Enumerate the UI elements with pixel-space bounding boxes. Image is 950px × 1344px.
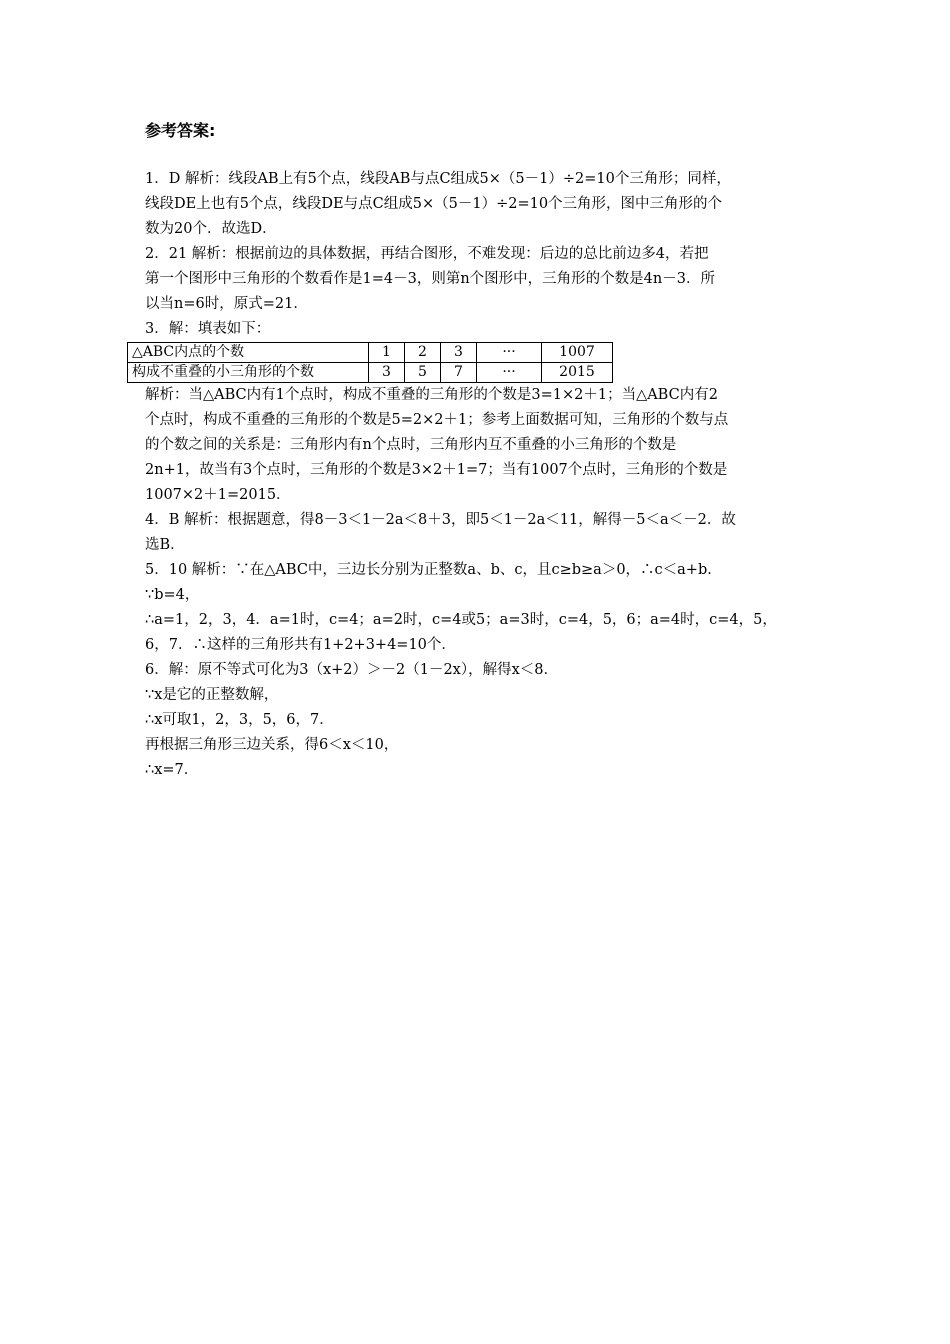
q6-line: ∴x可取1，2，3，5，6，7． <box>145 712 334 728</box>
table-cell: 7 <box>441 363 477 383</box>
q5-line: 6，7．∴这样的三角形共有1+2+3+4=10个． <box>145 637 456 653</box>
table-cell: 1007 <box>542 343 613 363</box>
q5-line: ∴a=1，2，3，4．a=1时，c=4；a=2时，c=4或5；a=3时，c=4，5，6；a=4时，c=4，5， <box>145 612 777 628</box>
table-cell: 3 <box>369 363 405 383</box>
q4-line: 4．B 解析：根据题意，得8－3＜1－2a＜8＋3，即5＜1－2a＜11，解得－5＜a＜－2．故 <box>145 512 736 528</box>
q1-line: 1．D 解析：线段AB上有5个点，线段AB与点C组成5×（5－1）÷2=10个三角形；同样， <box>145 171 731 187</box>
table-cell: 3 <box>441 343 477 363</box>
table-cell: ··· <box>477 363 542 383</box>
answer-page <box>132 118 810 783</box>
q6-line: 6．解：原不等式可化为3（x+2）＞－2（1－2x），解得x＜8． <box>145 662 559 678</box>
q2-line: 2．21 解析：根据前边的具体数据，再结合图形，不难发现：后边的总比前边多4，若把 <box>145 246 709 262</box>
q3-line: 解析：当△ABC内有1个点时，构成不重叠的三角形的个数是3=1×2＋1；当△ABC内有2 <box>145 387 718 403</box>
q6-line: 再根据三角形三边关系，得6＜x＜10， <box>145 737 399 753</box>
table-cell: 2 <box>405 343 441 363</box>
q5-line: 5．10 解析：∵在△ABC中，三边长分别为正整数a、b、c，且c≥b≥a＞0，∴c＜a+b． <box>145 562 722 578</box>
page-title: 参考答案: <box>145 121 216 140</box>
q6-line: ∴x=7． <box>145 762 199 778</box>
answer-table <box>127 342 613 383</box>
q1-line: 数为20个．故选D． <box>145 221 277 237</box>
q2-line: 第一个图形中三角形的个数看作是1=4－3，则第n个图形中，三角形的个数是4n－3．所 <box>145 271 715 287</box>
table-cell: 5 <box>405 363 441 383</box>
table-cell: ··· <box>477 343 542 363</box>
q6-line: ∵x是它的正整数解， <box>145 687 279 703</box>
q2-line: 以当n=6时，原式=21． <box>145 296 308 312</box>
q3-line: 个点时，构成不重叠的三角形的个数是5=2×2＋1；参考上面数据可知，三角形的个数与点 <box>145 412 729 428</box>
q3-line: 1007×2＋1=2015． <box>145 487 291 503</box>
table-cell: 1 <box>369 343 405 363</box>
table-cell: 2015 <box>542 363 613 383</box>
q4-line: 选B． <box>145 537 185 553</box>
q3-line: 2n+1，故当有3个点时，三角形的个数是3×2＋1=7；当有1007个点时，三角形的个数是 <box>145 462 728 478</box>
table-cell: 构成不重叠的小三角形的个数 <box>128 363 369 383</box>
q5-line: ∵b=4， <box>145 587 200 603</box>
table-cell: △ABC内点的个数 <box>128 343 369 363</box>
q3-intro: 3．解：填表如下： <box>145 321 271 337</box>
table-row <box>128 343 613 363</box>
q3-line: 的个数之间的关系是：三角形内有n个点时，三角形内互不重叠的小三角形的个数是 <box>145 437 677 453</box>
table-row <box>128 363 613 383</box>
q1-line: 线段DE上也有5个点，线段DE与点C组成5×（5－1）÷2=10个三角形，图中三角形的个 <box>145 196 723 212</box>
